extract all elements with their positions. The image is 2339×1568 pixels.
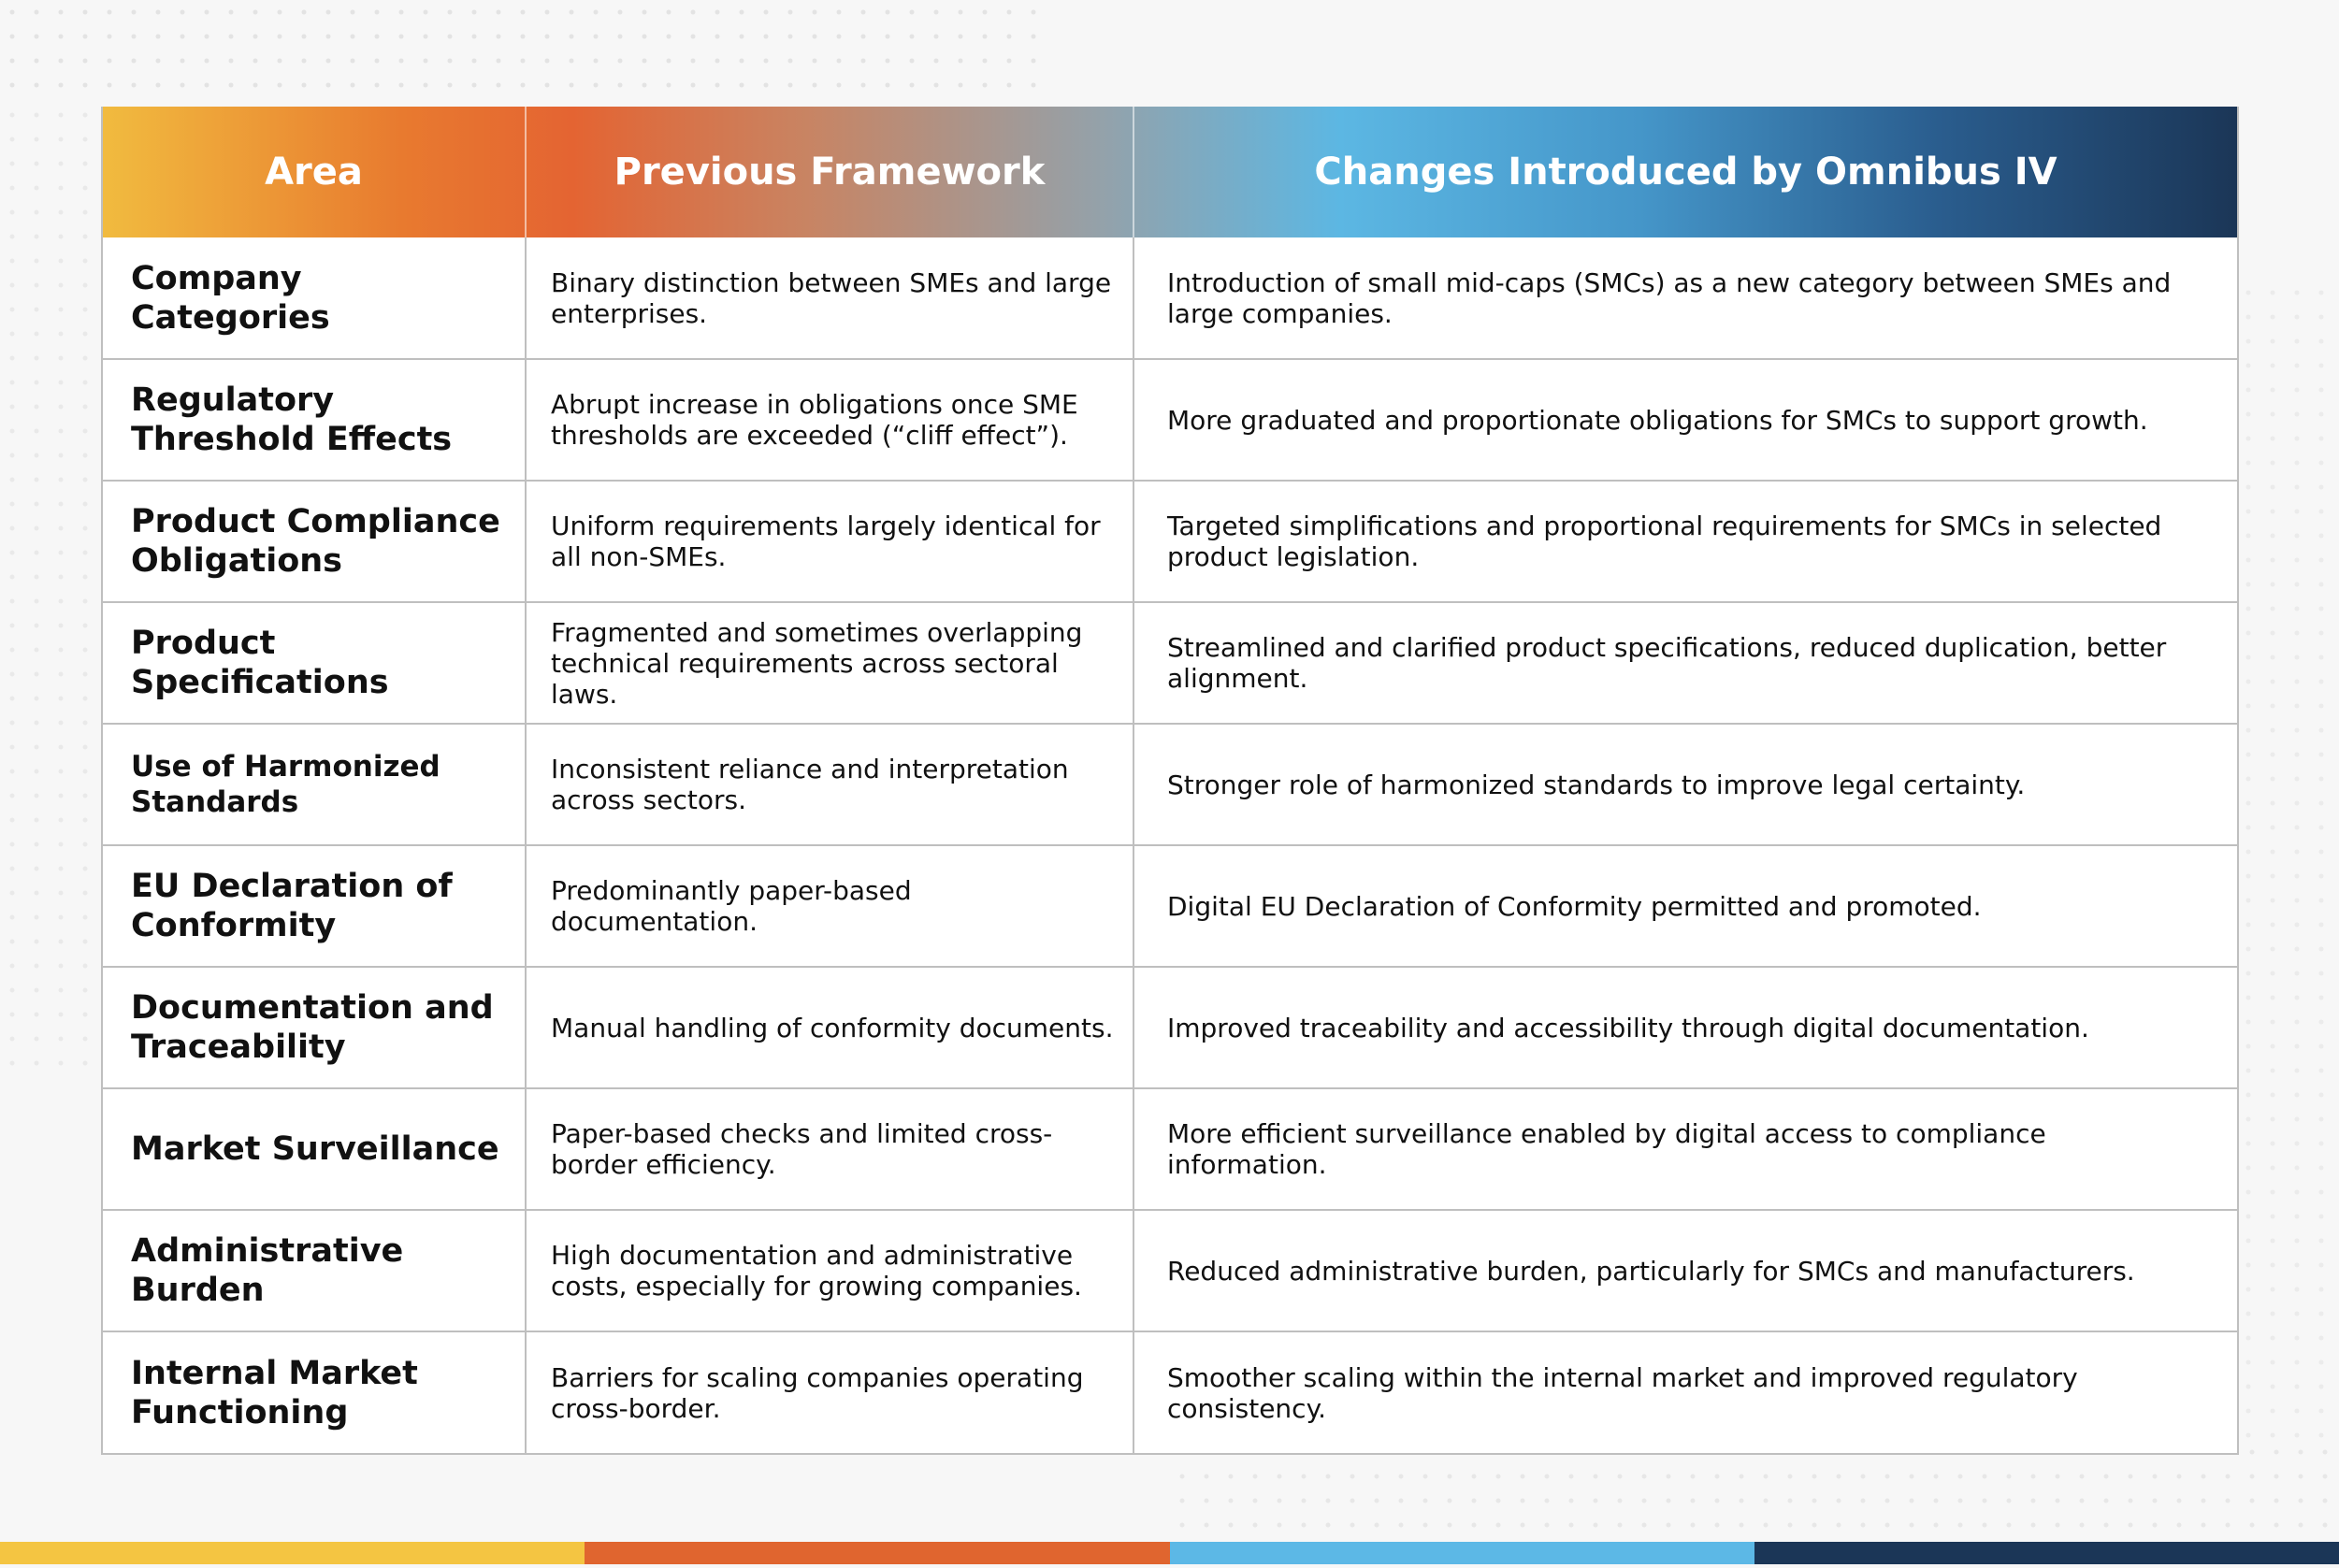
- changes-cell: Improved traceability and accessibility through digital documentation.: [1133, 967, 2237, 1088]
- header-row: [103, 107, 2237, 237]
- previous-cell: Predominantly paper-based documentation.: [526, 845, 1133, 967]
- header-area: Area: [103, 107, 526, 237]
- area-cell: Regulatory Threshold Effects: [103, 359, 526, 481]
- dot-pattern-decoration: [0, 103, 103, 1085]
- dot-pattern-decoration: [2236, 281, 2339, 1449]
- area-cell: Market Surveillance: [103, 1088, 526, 1210]
- area-cell: Documentation and Traceability: [103, 967, 526, 1088]
- area-cell: Product Compliance Obligations: [103, 481, 526, 602]
- changes-cell: More graduated and proportionate obligations for SMCs to support growth.: [1133, 359, 2237, 481]
- previous-cell: High documentation and administrative costs, especially for growing companies.: [526, 1210, 1133, 1331]
- previous-cell: Abrupt increase in obligations once SME thresholds are exceeded (“cliff effect”).: [526, 359, 1133, 481]
- area-cell: Administrative Burden: [103, 1210, 526, 1331]
- changes-cell: Introduction of small mid-caps (SMCs) as a new category between SMEs and large companies.: [1167, 266, 2172, 329]
- color-bar-segment-blue: [1170, 1542, 1754, 1564]
- previous-cell: Fragmented and sometimes overlapping technical requirements across sectoral laws.: [526, 602, 1133, 724]
- changes-cell: Digital EU Declaration of Conformity permitted and promoted.: [1133, 845, 2237, 967]
- comparison-table: [103, 107, 2237, 1453]
- changes-cell: Stronger role of harmonized standards to improve legal certainty.: [1133, 724, 2237, 845]
- dot-pattern-decoration: [0, 0, 1047, 103]
- previous-cell: Binary distinction between SMEs and large enterprises.: [526, 237, 1133, 359]
- table-row: [103, 359, 2237, 481]
- color-bar-segment-orange: [585, 1542, 1169, 1564]
- changes-cell: Smoother scaling within the internal market and improved regulatory consistency.: [1133, 1331, 2237, 1453]
- table-header: [103, 107, 2237, 237]
- previous-cell: Paper-based checks and limited cross-border efficiency.: [526, 1088, 1133, 1210]
- previous-cell: Uniform requirements largely identical for all non-SMEs.: [526, 481, 1133, 602]
- changes-cell: More efficient surveillance enabled by digital access to compliance information.: [1133, 1088, 2237, 1210]
- color-bar-segment-yellow: [0, 1542, 585, 1564]
- header-previous-framework: Previous Framework: [526, 107, 1133, 237]
- previous-cell: Manual handling of conformity documents.: [526, 967, 1133, 1088]
- area-cell: Use of Harmonized Standards: [103, 724, 526, 845]
- table-row: [103, 237, 2237, 359]
- dot-pattern-decoration: [1170, 1440, 2339, 1543]
- area-cell: EU Declaration of Conformity: [103, 845, 526, 967]
- changes-cell: Targeted simplifications and proportional requirements for SMCs in selected product legislation.: [1133, 481, 2237, 602]
- previous-cell: Barriers for scaling companies operating cross-border.: [526, 1331, 1133, 1453]
- table-row: [103, 845, 2237, 967]
- footer-color-bar: [0, 1542, 2339, 1564]
- changes-cell: Streamlined and clarified product specifications, reduced duplication, better alignment.: [1133, 602, 2237, 724]
- area-cell: Internal Market Functioning: [103, 1331, 526, 1453]
- table-row: [103, 481, 2237, 602]
- table-row: [103, 1210, 2237, 1331]
- table-row: [103, 724, 2237, 845]
- area-cell: Company Categories: [103, 237, 526, 359]
- area-cell: Product Specifications: [103, 602, 526, 724]
- table-row: [103, 1088, 2237, 1210]
- comparison-table-container: [101, 107, 2239, 1455]
- color-bar-segment-navy: [1754, 1542, 2339, 1564]
- table-row: [103, 602, 2237, 724]
- table-row: [103, 1331, 2237, 1453]
- header-changes-omnibus: Changes Introduced by Omnibus IV: [1314, 151, 2057, 194]
- table-row: [103, 967, 2237, 1088]
- changes-cell: Reduced administrative burden, particularly for SMCs and manufacturers.: [1133, 1210, 2237, 1331]
- table-body: [103, 237, 2237, 1453]
- previous-cell: Inconsistent reliance and interpretation across sectors.: [526, 724, 1133, 845]
